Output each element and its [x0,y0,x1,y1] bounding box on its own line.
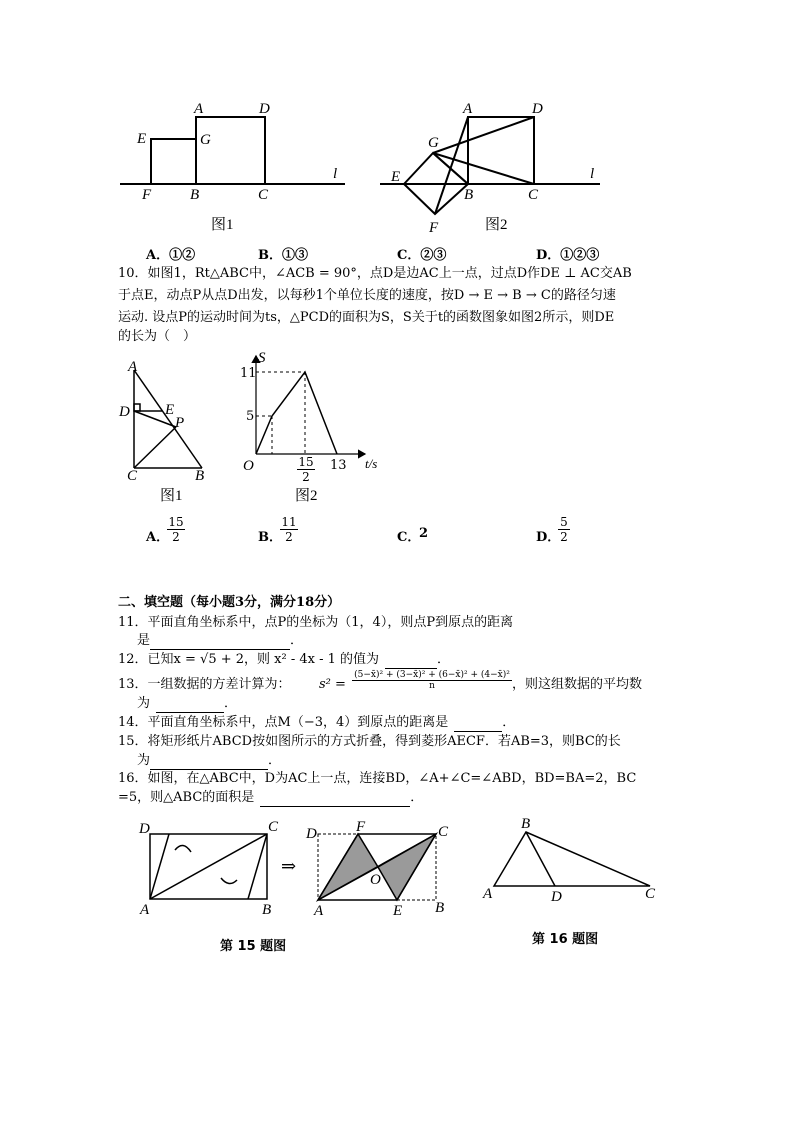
q11-line-1: 11．平面直角坐标系中，点P的坐标为（1，4），则点P到原点的距离 [118,615,514,630]
q9-f1-label-B: B [190,187,200,203]
q10-graph-x-den: 2 [302,470,310,484]
q9-f2-label-D: D [532,101,543,117]
q10-option-d-den: 2 [560,530,568,544]
fig16-label-B: B [521,816,531,832]
q10-f1-label-C: C [127,468,138,484]
q15-line-1: 15．将矩形纸片ABCD按如图所示的方式折叠，得到菱形AECF．若AB=3，则BC的长 [118,734,621,749]
q9-f2-label-B: B [464,187,474,203]
fig16-label-D: D [551,889,562,905]
q10-f1-label-A: A [128,359,138,375]
q10-option-c-value: 2 [419,526,429,541]
q15-line-2: 为 ． [137,753,282,768]
section-2-heading: 二、填空题（每小题3分，满分18分） [118,595,341,610]
q11-prefix: 是 [137,633,151,648]
q9-option-b: B．①③ [258,248,308,263]
q10-line-4: 的长为（ ） [118,329,197,344]
q10-graph-y-11: 11 [240,366,257,381]
q14-line: 14．平面直角坐标系中，点M（−3，4）到原点的距离是 ． [118,715,516,730]
q10-graph-origin: O [243,458,254,474]
q9-f2-caption: 图2 [485,217,508,233]
q9-f1-label-C: C [258,187,269,203]
fig15-rhombus-label-F: F [356,819,366,835]
q10-option-b-num: 11 [281,515,297,529]
q9-figure-2 [375,95,615,235]
q13-variance-formula [352,670,512,691]
fig15-rhombus-label-C: C [438,824,449,840]
q10-option-d-fraction [558,515,570,544]
fig16-caption: 第 16 题图 [532,932,599,947]
q16-text: =5，则△ABC的面积是 [118,790,255,805]
q9-option-a: A．①② [146,248,196,263]
q13-formula-den: n [429,681,435,691]
q10-option-a-den: 2 [172,530,180,544]
q10-option-a-letter: A． [146,530,170,545]
q16-line-1: 16．如图，在△ABC中，D为AC上一点，连接BD，∠A+∠C=∠ABD，BD=BA=2，BC [118,771,637,786]
fig16-label-A: A [483,886,493,902]
q10-f1-caption: 图1 [160,488,183,504]
q9-f2-label-G: G [428,135,439,151]
fig15-caption: 第 15 题图 [220,939,287,954]
fig16-triangle [485,820,660,895]
q13-formula-num: (5−x̄)² + (3−x̄)² + (6−x̄)² + (4−x̄)² [352,670,512,681]
q9-f1-label-F: F [142,187,152,203]
q10-graph-x-13: 13 [330,458,347,473]
fig15-rhombus-label-E: E [393,903,403,919]
q10-graph-y-5: 5 [246,409,255,424]
fig15-rhombus-label-A: A [314,903,324,919]
q10-option-a-fraction [167,515,185,544]
q10-graph-x-15-over-2 [297,455,315,484]
fig15-rhombus-label-D: D [306,826,317,842]
q10-option-d-letter: D． [536,530,561,545]
q10-f1-label-P: P [175,415,185,431]
q9-option-d: D．①②③ [536,248,600,263]
q13-line-1 [118,676,291,694]
q13-line-2: 为 ． [137,696,238,711]
q13-s2: s² = [319,677,346,692]
q9-f1-caption: 图1 [211,217,234,233]
fig15-label-C: C [268,819,279,835]
q9-f2-label-E: E [391,169,401,185]
q14-answer-blank[interactable] [454,731,502,732]
fig15-rhombus-label-B: B [435,900,445,916]
q9-figure-1 [110,95,360,245]
q9-option-c: C．②③ [397,248,447,263]
fig15-arrow: ⇒ [281,856,297,877]
q10-option-c-letter: C． [397,530,421,545]
q9-f1-label-E: E [137,131,147,147]
q14-text: 14．平面直角坐标系中，点M（−3，4）到原点的距离是 [118,715,449,730]
q9-f2-label-C: C [528,187,539,203]
q10-f1-label-B: B [195,468,205,484]
q10-graph-S-label: S [258,350,266,366]
fig15-label-B: B [262,902,272,918]
q9-f2-label-F: F [429,220,439,236]
q13-answer-blank[interactable] [156,712,224,713]
q11-line-2: 是 ． [137,633,304,648]
q10-option-a-num: 15 [168,515,184,529]
q10-option-b-den: 2 [285,530,293,544]
q12-answer-blank[interactable] [385,668,437,669]
q10-option-b-fraction [280,515,298,544]
q10-line-1: 10．如图1，Rt△ABC中，∠ACB = 90°，点D是边AC上一点，过点D作DE ⊥ AC交AB [118,266,632,281]
q15-prefix: 为 [137,753,151,768]
q9-f2-label-l: l [590,166,595,182]
q13-prefix-2: 为 [137,696,151,711]
fig15-rhombus-label-O: O [370,872,381,888]
q13-prefix: 13．一组数据的方差计算为： [118,677,291,692]
q9-f1-label-l: l [333,166,338,182]
q9-f1-label-G: G [200,132,211,148]
q10-line-2: 于点E，动点P从点D出发，以每秒1个单位长度的速度，按D → E → B → C的路径匀速 [118,288,616,303]
q13-suffix: ，则这组数据的平均数 [512,677,643,692]
q10-f1-label-D: D [119,404,130,420]
q12-line: 12．已知x = √5 + 2，则 x² - 4x - 1 的值为 ． [118,652,451,667]
q9-f1-label-A: A [194,101,204,117]
fig15-label-A: A [140,902,150,918]
q16-answer-blank[interactable] [260,806,410,807]
q16-line-2: =5，则△ABC的面积是 ． [118,790,424,805]
q12-text: 12．已知x = √5 + 2，则 x² - 4x - 1 的值为 [118,652,380,667]
fig15-rectangle [145,825,275,905]
fig16-label-C: C [645,886,656,902]
q9-f1-label-D: D [259,101,270,117]
q10-f1-label-E: E [165,402,175,418]
q10-option-b-letter: B． [258,530,282,545]
q10-graph [240,350,380,465]
q10-graph-t-unit: t/s [365,456,378,471]
q10-line-3: 运动. 设点P的运动时间为ts，△PCD的面积为S，S关于t的函数图象如图2所示，则DE [118,310,615,325]
fig15-label-D: D [139,821,150,837]
fig15-rhombus [312,825,442,910]
q11-answer-blank[interactable] [150,649,290,650]
q9-f2-label-A: A [463,101,473,117]
q10-option-d-num: 5 [558,515,570,530]
q10-graph-x-num: 15 [298,455,314,469]
q10-graph-caption: 图2 [295,488,318,504]
